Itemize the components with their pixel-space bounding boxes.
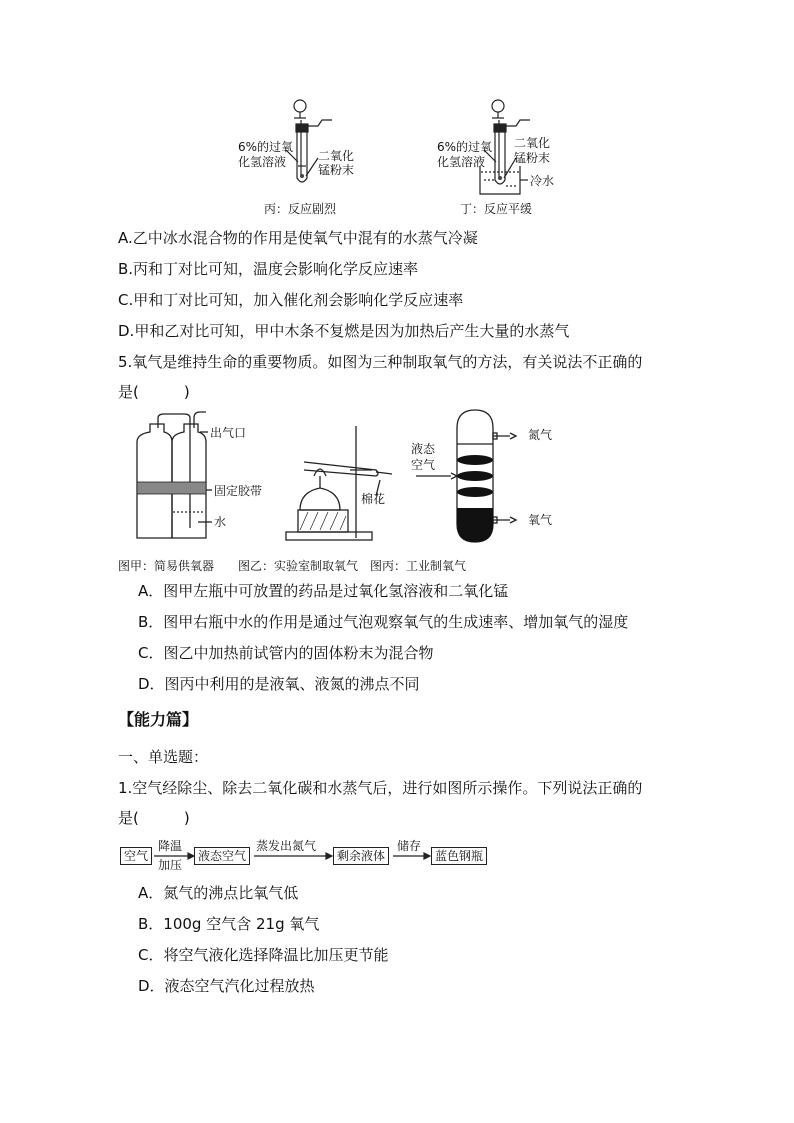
label-tape: 固定胶带: [214, 484, 263, 498]
label-mno2-ding-2: 锰粉末: [514, 151, 551, 165]
label-h2o2-bing-2: 化氢溶液: [238, 155, 287, 169]
flow-box-liquid-air: 液态空气: [194, 847, 250, 865]
q1-stem-line1: 1.空气经除尘、除去二氧化碳和水蒸气后，进行如图所示操作。下列说法正确的: [118, 779, 643, 797]
flow-label-cool: 降温: [158, 839, 183, 853]
q5-stem-line2: 是( ): [118, 383, 190, 401]
caption-ding: 丁：反应平缓: [460, 202, 533, 216]
flow-label-evaporate-n2: 蒸发出氮气: [256, 839, 317, 853]
label-nitrogen: 氮气: [528, 428, 553, 442]
label-mno2-ding-1: 二氧化: [514, 136, 551, 150]
flow-box-air: 空气: [120, 847, 152, 865]
section-title: 【能力篇】: [118, 710, 199, 729]
q5-option-d: D．图丙中利用的是液氧、液氮的沸点不同: [138, 675, 420, 693]
section-subtitle: 一、单选题：: [118, 748, 209, 766]
q1-option-b: B．100g 空气含 21g 氧气: [138, 915, 320, 933]
q1-option-c: C．将空气液化选择降温比加压更节能: [138, 946, 389, 964]
flow-label-pressure: 加压: [158, 858, 183, 872]
q4-option-b: B.丙和丁对比可知，温度会影响化学反应速率: [118, 260, 419, 278]
figure-caption: 图甲：简易供氧器 图乙：实验室制取氧气 图丙：工业制氧气: [118, 559, 467, 573]
label-outlet: 出气口: [210, 426, 247, 440]
label-water: 水: [214, 515, 227, 529]
q1-stem-line2: 是( ): [118, 809, 190, 827]
label-liquid-air-1: 液态: [411, 442, 436, 456]
q4-option-d: D.甲和乙对比可知，甲中木条不复燃是因为加热后产生大量的水蒸气: [118, 322, 570, 340]
label-cold-water: 冷水: [530, 174, 555, 188]
label-cotton: 棉花: [361, 492, 386, 506]
q1-option-a: A．氮气的沸点比氧气低: [138, 884, 299, 902]
q1-option-d: D．液态空气汽化过程放热: [138, 977, 315, 995]
flow-box-blue-cylinder: 蓝色钢瓶: [431, 847, 487, 865]
q4-option-a: A.乙中冰水混合物的作用是使氧气中混有的水蒸气冷凝: [118, 229, 478, 247]
label-mno2-bing-2: 锰粉末: [318, 163, 355, 177]
label-oxygen: 氧气: [528, 513, 553, 527]
q4-option-c: C.甲和丁对比可知，加入催化剂会影响化学反应速率: [118, 291, 464, 309]
q5-option-c: C．图乙中加热前试管内的固体粉末为混合物: [138, 644, 434, 662]
label-h2o2-ding-1: 6%的过氧: [437, 140, 493, 154]
q5-option-a: A．图甲左瓶中可放置的药品是过氧化氢溶液和二氧化锰: [138, 582, 509, 600]
q5-option-b: B．图甲右瓶中水的作用是通过气泡观察氧气的生成速率、增加氧气的湿度: [138, 613, 629, 631]
caption-bing: 丙：反应剧烈: [264, 202, 337, 216]
flow-label-store: 储存: [397, 839, 422, 853]
label-h2o2-bing-1: 6%的过氧: [238, 140, 294, 154]
label-h2o2-ding-2: 化氢溶液: [437, 155, 486, 169]
label-mno2-bing-1: 二氧化: [318, 149, 355, 163]
flow-box-remaining-liquid: 剩余液体: [333, 847, 389, 865]
label-liquid-air-2: 空气: [411, 458, 436, 472]
q5-stem-line1: 5.氧气是维持生命的重要物质。如图为三种制取氧气的方法，有关说法不正确的: [118, 353, 643, 371]
